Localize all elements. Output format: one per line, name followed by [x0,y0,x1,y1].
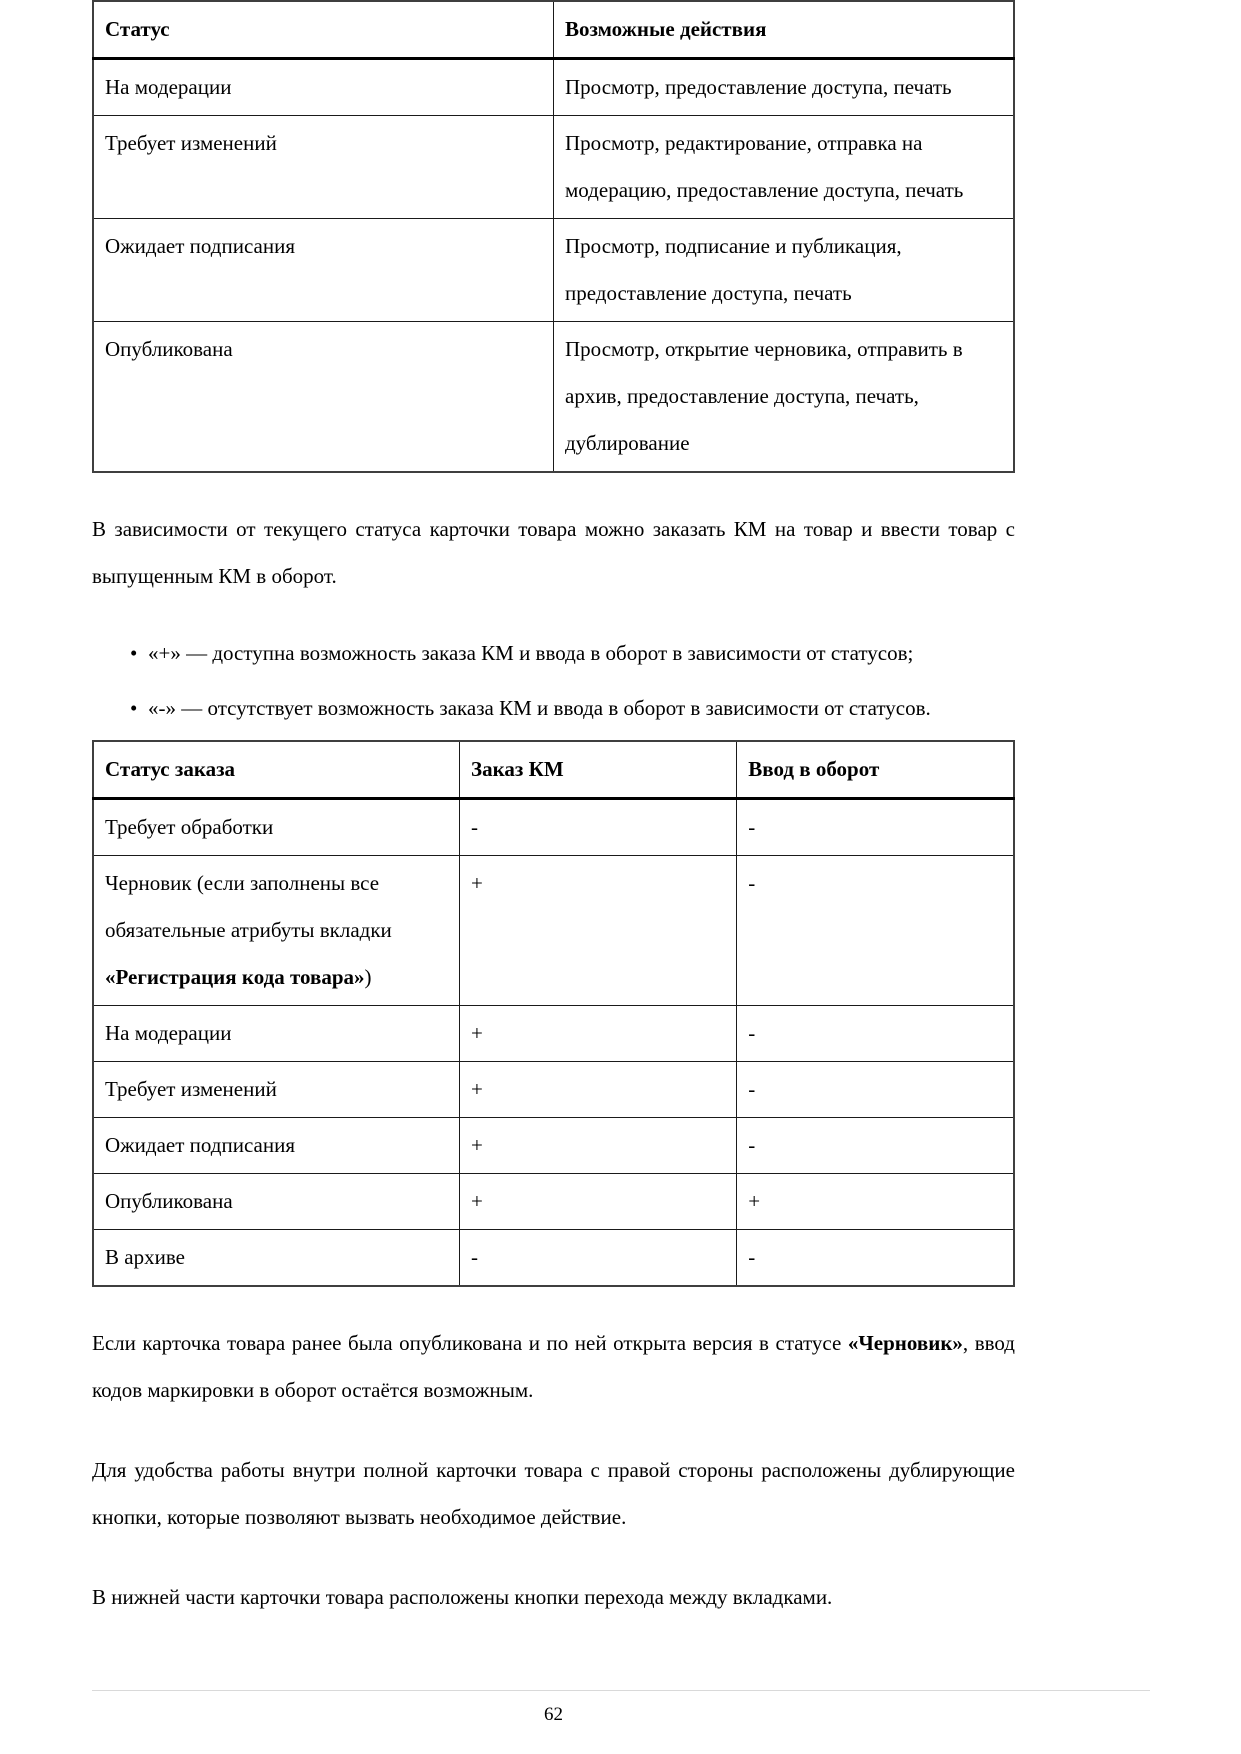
intro-circulation-cell: - [737,1006,1014,1062]
order-status-table [92,740,1015,1287]
table-header-row [93,1,1014,59]
table-row [93,856,1014,1006]
order-km-cell: + [460,1118,737,1174]
draft-note-paragraph [92,1320,1015,1414]
list-item-minus: • «-» — отсутствует возможность заказа КМ и ввода в оборот в зависимости от статусов. [92,685,1015,732]
convenience-paragraph: Для удобства работы внутри полной карточки товара с правой стороны расположены дублирующие кнопки, которые позволяют вызвать необходимое действие. [92,1458,1015,1529]
bottom-paragraph: В нижней части карточки товара расположены кнопки перехода между вкладками. [92,1585,833,1609]
order-status-cell: Требует обработки [93,799,460,856]
intro-circulation-cell: - [737,856,1014,1006]
draft-status-closing-text: ) [364,965,372,989]
column-header-order-status: Статус заказа [93,741,460,799]
draft-note-text: Если карточка товара ранее была опубликована и по ней открыта версия в статусе [92,1331,848,1355]
column-header-status: Статус [93,1,554,59]
page-content [92,0,1015,1621]
actions-cell: Просмотр, открытие черновика, отправить в архив, предоставление доступа, печать, дублирование [554,322,1015,473]
status-cell: Опубликована [93,322,554,473]
table-row [93,59,1014,116]
intro-circulation-cell: - [737,799,1014,856]
order-status-cell: На модерации [93,1006,460,1062]
order-km-cell: - [460,799,737,856]
order-status-cell: В архиве [93,1230,460,1287]
footer-divider [92,1690,1150,1691]
column-header-order-km: Заказ КМ [460,741,737,799]
order-km-cell: - [460,1230,737,1287]
status-cell: Требует изменений [93,116,554,219]
status-cell: На модерации [93,59,554,116]
column-header-actions: Возможные действия [554,1,1015,59]
draft-status-bold-text: «Регистрация кода товара» [105,965,365,989]
actions-cell: Просмотр, подписание и публикация, предоставление доступа, печать [554,219,1015,322]
status-actions-table [92,0,1015,473]
intro-circulation-cell: - [737,1230,1014,1287]
table-row [93,799,1014,856]
draft-note-bold-text: «Черновик» [847,1331,963,1355]
table-row [93,116,1014,219]
order-km-cell: + [460,1174,737,1230]
order-km-cell: + [460,1062,737,1118]
column-header-intro-circulation: Ввод в оборот [737,741,1014,799]
list-item-plus: • «+» — доступна возможность заказа КМ и ввода в оборот в зависимости от статусов; [92,630,1015,677]
intro-paragraph: В зависимости от текущего статуса карточки товара можно заказать КМ на товар и ввести товар с выпущенным КМ в оборот. [92,517,1015,588]
order-status-cell [93,856,460,1006]
table-row [93,322,1014,473]
order-status-cell: Ожидает подписания [93,1118,460,1174]
table-header-row [93,741,1014,799]
draft-note-ending-text: , ввод кодов маркировки в оборот остаётся возможным. [92,1331,1015,1402]
legend-list [92,630,1015,732]
order-status-cell: Требует изменений [93,1062,460,1118]
intro-circulation-cell: - [737,1062,1014,1118]
table-row [93,1230,1014,1287]
actions-cell: Просмотр, предоставление доступа, печать [554,59,1015,116]
table-row [93,1118,1014,1174]
page-number: 62 [544,1704,563,1725]
intro-circulation-cell: + [737,1174,1014,1230]
table-row [93,219,1014,322]
table-row [93,1062,1014,1118]
actions-cell: Просмотр, редактирование, отправка на модерацию, предоставление доступа, печать [554,116,1015,219]
order-km-cell: + [460,1006,737,1062]
intro-circulation-cell: - [737,1118,1014,1174]
table-row [93,1174,1014,1230]
status-cell: Ожидает подписания [93,219,554,322]
order-km-cell: + [460,856,737,1006]
draft-status-text: Черновик (если заполнены все обязательные атрибуты вкладки [105,871,392,942]
order-status-cell: Опубликована [93,1174,460,1230]
table-row [93,1006,1014,1062]
